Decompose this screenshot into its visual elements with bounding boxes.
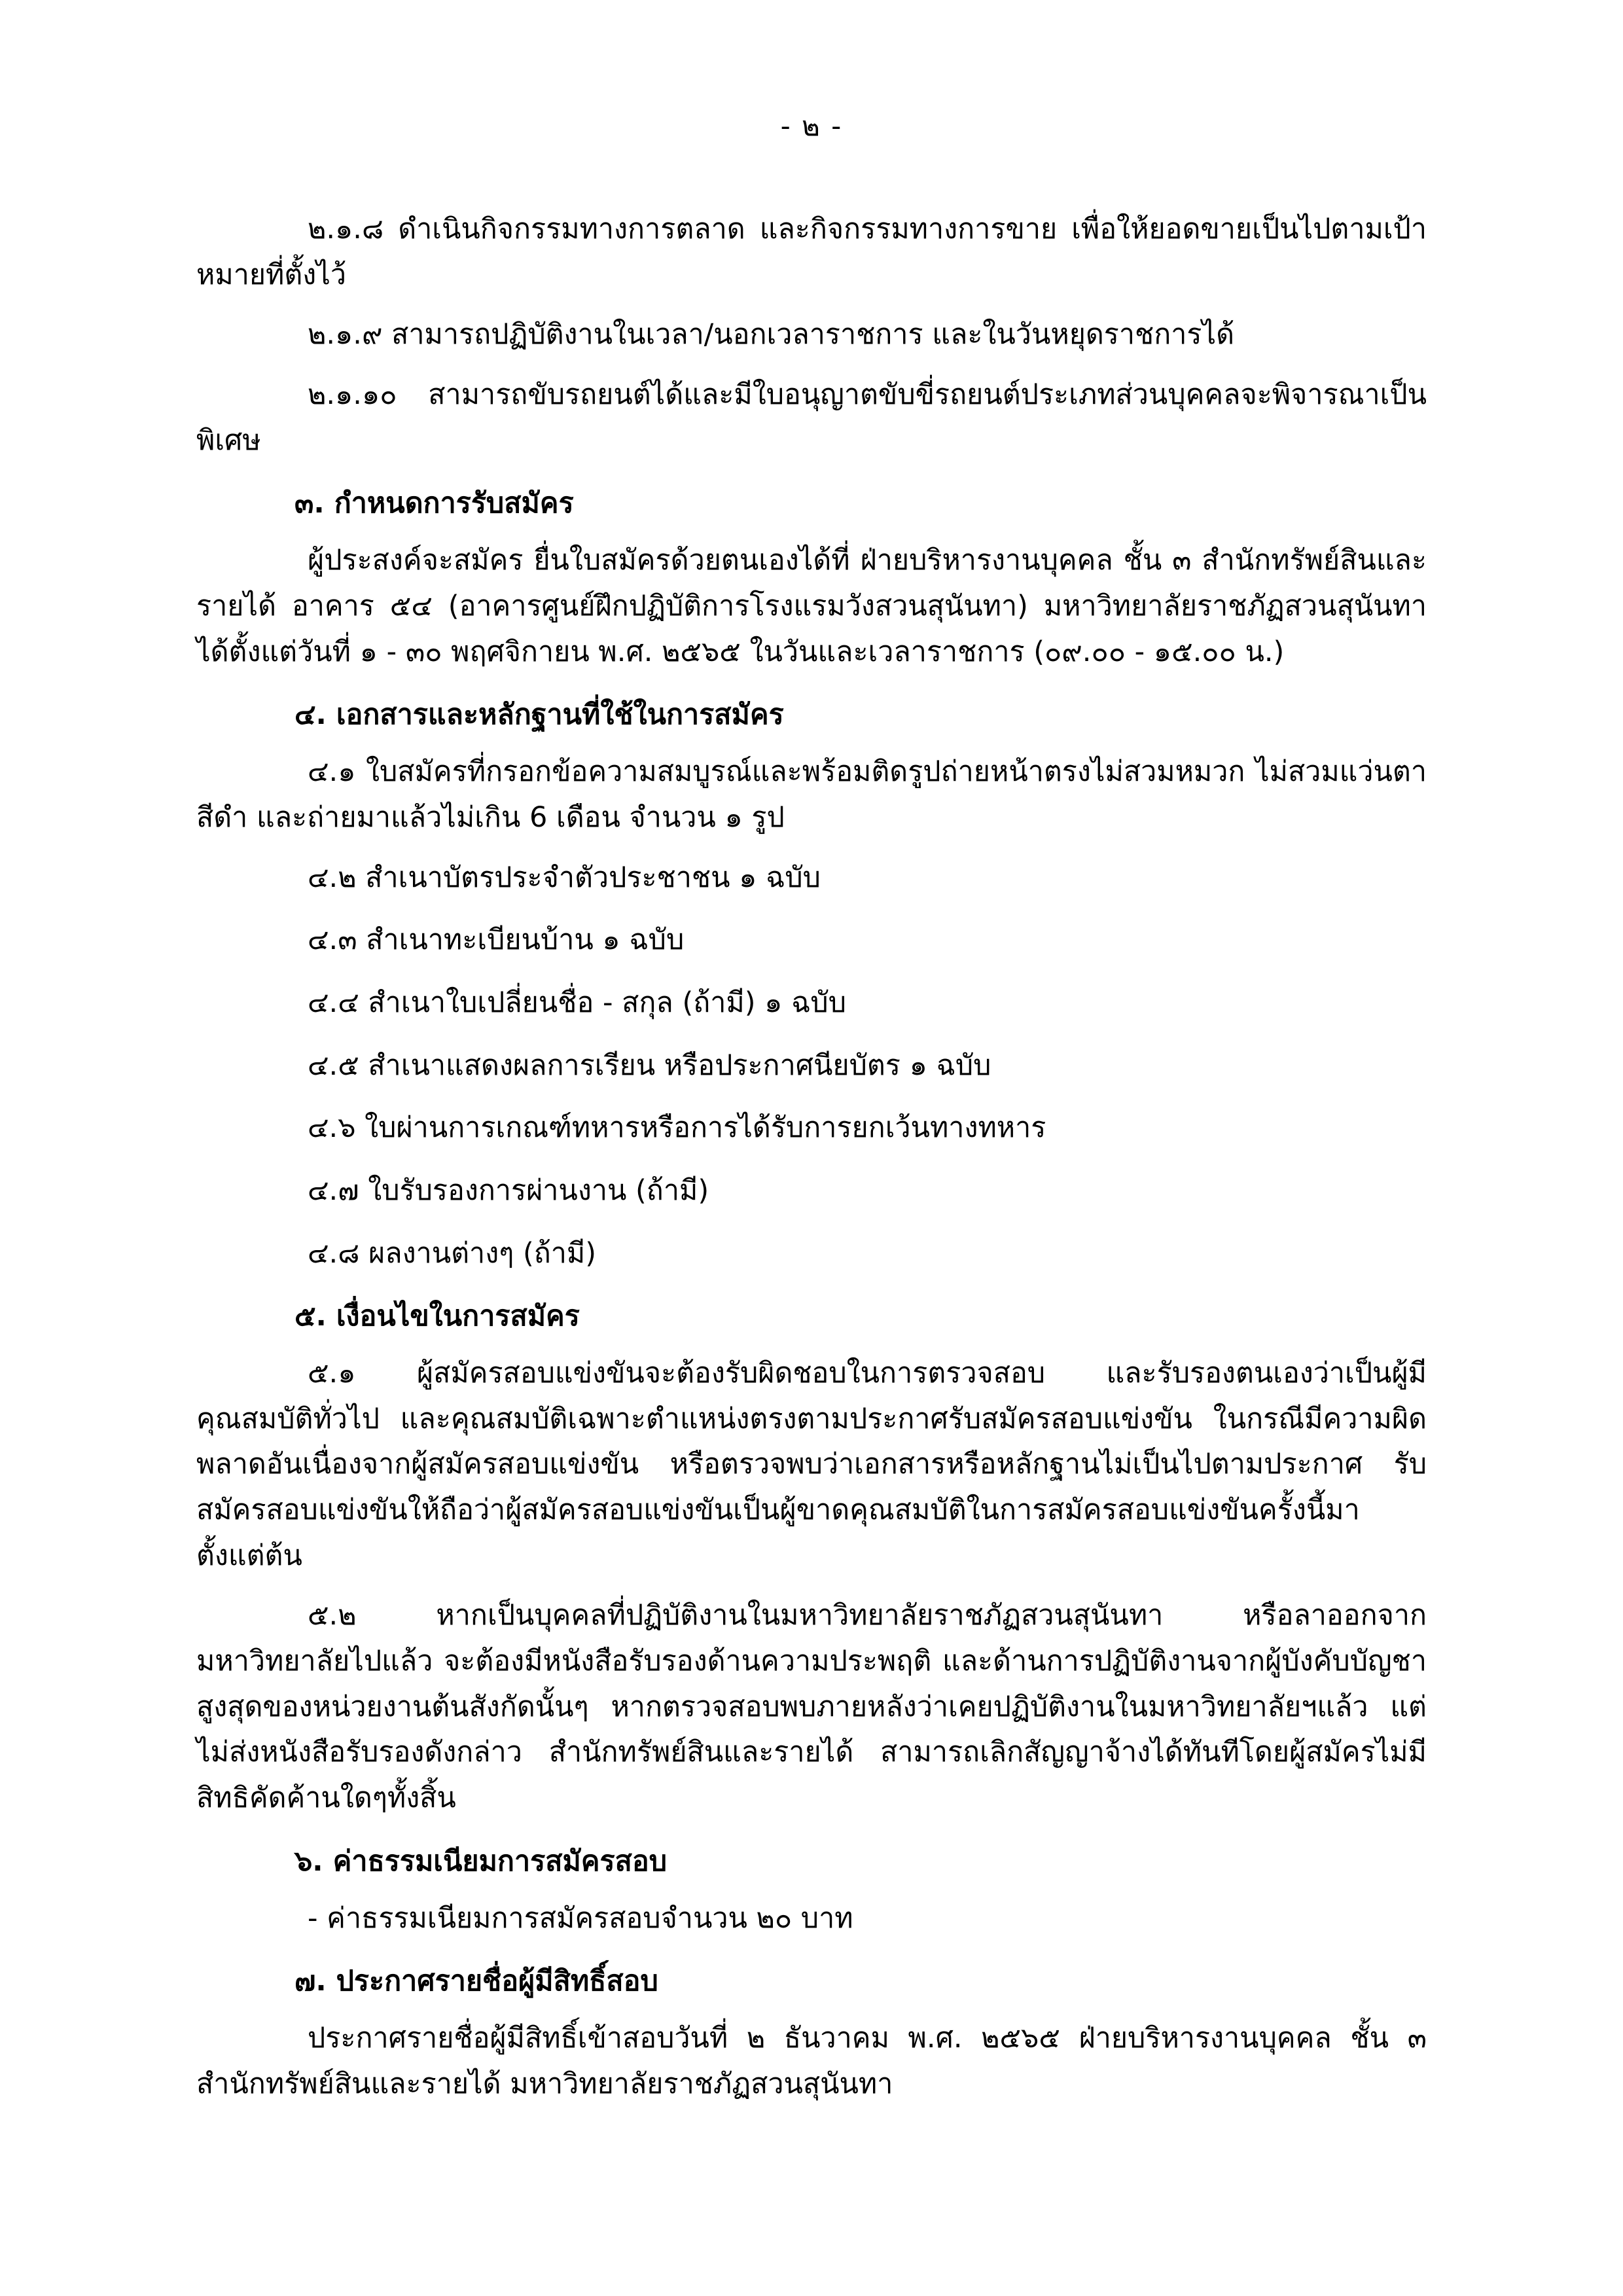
heading-7-eligible-candidates-announcement: ๗. ประกาศรายชื่อผู้มีสิทธิ์สอบ: [294, 1965, 658, 1998]
heading-4-required-documents: ๔. เอกสารและหลักฐานที่ใช้ในการสมัคร: [294, 698, 784, 732]
paragraph-item-2-1-10: ๒.๑.๑๐ สามารถขับรถยนต์ได้และมีใบอนุญาตขับขี่รถยนต์ประเภทส่วนบุคคลจะพิจารณาเป็นพิเศษ: [196, 378, 1427, 457]
paragraph-item-4-5: ๔.๕ สำเนาแสดงผลการเรียน หรือประกาศนียบัตร ๑ ฉบับ: [308, 1049, 991, 1082]
paragraph-body-3: ผู้ประสงค์จะสมัคร ยื่นใบสมัครด้วยตนเองได้ที่ ฝ่ายบริหารงานบุคคล ชั้น ๓ สำนักทรัพย์สินและรายได้ อาคาร ๕๔ (อาคารศูนย์ฝึกปฏิบัติการโรงแรมวังสวนสุนันทา) มหาวิทยาลัยราชภัฏสวนสุนันทา ได้ตั้งแต่วันที่ ๑ - ๓๐ พฤศจิกายน พ.ศ. ๒๕๖๕ ในวันและเวลาราชการ (๐๙.๐๐ - ๑๕.๐๐ น.): [196, 544, 1427, 668]
paragraph-item-4-8: ๔.๘ ผลงานต่างๆ (ถ้ามี): [308, 1236, 597, 1270]
paragraph-item-2-1-8: ๒.๑.๘ ดำเนินกิจกรรมทางการตลาด และกิจกรรมทางการขาย เพื่อให้ยอดขายเป็นไปตามเป้าหมายที่ตั้งไว้: [196, 213, 1427, 291]
heading-5-application-conditions: ๕. เงื่อนไขในการสมัคร: [294, 1300, 580, 1333]
paragraph-item-2-1-9: ๒.๑.๙ สามารถปฏิบัติงานในเวลา/นอกเวลาราชการ และในวันหยุดราชการได้: [308, 318, 1235, 351]
paragraph-body-7: ประกาศรายชื่อผู้มีสิทธิ์เข้าสอบวันที่ ๒ ธันวาคม พ.ศ. ๒๕๖๕ ฝ่ายบริหารงานบุคคล ชั้น ๓ สำนักทรัพย์สินและรายได้ มหาวิทยาลัยราชภัฏสวนสุนันทา: [196, 2022, 1427, 2101]
paragraph-item-5-2: ๕.๒ หากเป็นบุคคลที่ปฏิบัติงานในมหาวิทยาลัยราชภัฏสวนสุนันทา หรือลาออกจากมหาวิทยาลัยไปแล้ว จะต้องมีหนังสือรับรองด้านความประพฤติ และด้านการปฏิบัติงานจากผู้บังคับบัญชาสูงสุดของหน่วยงานต้นสังกัดนั้นๆ หากตรวจสอบพบภายหลังว่าเคยปฏิบัติงานในมหาวิทยาลัยฯแล้ว แต่ไม่ส่งหนังสือรับรองดังกล่าว สำนักทรัพย์สินและรายได้ สามารถเลิกสัญญาจ้างได้ทันทีโดยผู้สมัครไม่มีสิทธิคัดค้านใดๆทั้งสิ้น: [196, 1599, 1427, 1815]
paragraph-item-4-1: ๔.๑ ใบสมัครที่กรอกข้อความสมบูรณ์และพร้อมติดรูปถ่ายหน้าตรงไม่สวมหมวก ไม่สวมแว่นตาสีดำ และถ่ายมาแล้วไม่เกิน 6 เดือน จำนวน ๑ รูป: [196, 755, 1427, 834]
paragraph-body-6: - ค่าธรรมเนียมการสมัครสอบจำนวน ๒๐ บาท: [308, 1901, 853, 1935]
paragraph-item-4-7: ๔.๗ ใบรับรองการผ่านงาน (ถ้ามี): [308, 1174, 709, 1207]
paragraph-item-5-1: ๕.๑ ผู้สมัครสอบแข่งขันจะต้องรับผิดชอบในการตรวจสอบ และรับรองตนเองว่าเป็นผู้มีคุณสมบัติทั่วไป และคุณสมบัติเฉพาะตำแหน่งตรงตามประกาศรับสมัครสอบแข่งขัน ในกรณีมีความผิดพลาดอันเนื่องจากผู้สมัครสอบแข่งขัน หรือตรวจพบว่าเอกสารหรือหลักฐานไม่เป็นไปตามประกาศ รับสมัครสอบแข่งขันให้ถือว่าผู้สมัครสอบแข่งขันเป็นผู้ขาดคุณสมบัติในการสมัครสอบแข่งขันครั้งนี้มาตั้งแต่ต้น: [196, 1357, 1427, 1572]
paragraph-item-4-2: ๔.๒ สำเนาบัตรประจำตัวประชาชน ๑ ฉบับ: [308, 861, 821, 894]
paragraph-item-4-6: ๔.๖ ใบผ่านการเกณฑ์ทหารหรือการได้รับการยกเว้นทางทหาร: [308, 1111, 1046, 1145]
paragraph-item-4-3: ๔.๓ สำเนาทะเบียนบ้าน ๑ ฉบับ: [308, 924, 685, 957]
page-number: - ๒ -: [780, 110, 843, 142]
heading-6-application-fee: ๖. ค่าธรรมเนียมการสมัครสอบ: [294, 1844, 668, 1878]
paragraph-item-4-4: ๔.๔ สำเนาใบเปลี่ยนชื่อ - สกุล (ถ้ามี) ๑ ฉบับ: [308, 986, 847, 1019]
heading-3-application-schedule: ๓. กำหนดการรับสมัคร: [294, 487, 574, 520]
